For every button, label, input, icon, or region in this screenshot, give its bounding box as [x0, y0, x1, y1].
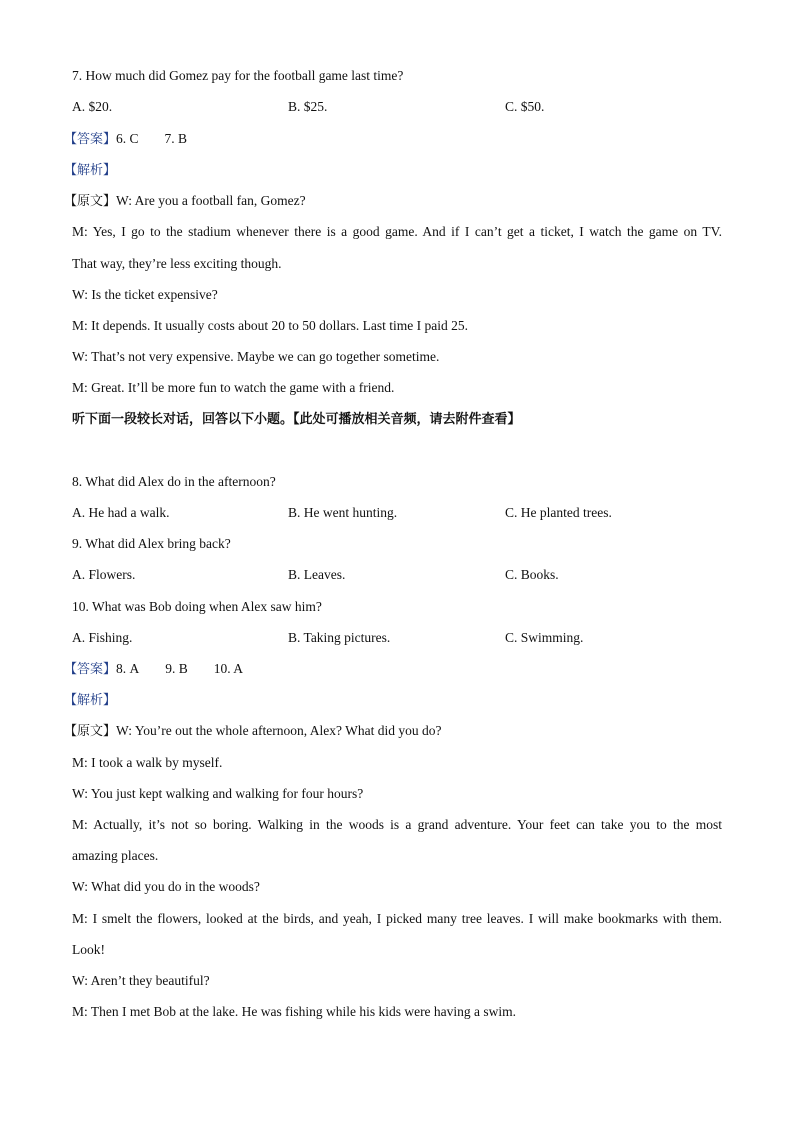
transcript-2-line: Look! — [72, 942, 105, 957]
analysis-label: 【解析】 — [64, 693, 117, 708]
q8-option-c: C. He planted trees. — [505, 505, 612, 520]
analysis-label: 【解析】 — [64, 163, 117, 178]
transcript-2-first-line — [64, 722, 441, 741]
answer-label: 【答案】 — [64, 132, 117, 147]
transcript-2-line: M: Then I met Bob at the lake. He was fishing while his kids were having a swim. — [72, 1004, 517, 1019]
question-7: 7. How much did Gomez pay for the football game last time? — [72, 68, 404, 83]
q10-option-c: C. Swimming. — [505, 630, 584, 645]
q9-option-b: B. Leaves. — [288, 567, 346, 582]
answer-item: 10. A — [213, 661, 244, 676]
q7-option-c: C. $50. — [505, 99, 545, 114]
transcript-label: 【原文】 — [64, 724, 117, 739]
question-8: 8. What did Alex do in the afternoon? — [72, 474, 276, 489]
transcript-text: W: You’re out the whole afternoon, Alex? What did you do? — [116, 723, 442, 738]
transcript-1-line: M: Yes, I go to the stadium whenever there is a good game. And if I can’t get a ticket, I watch the game on TV. — [72, 224, 722, 239]
answer-item: 7. B — [164, 131, 188, 146]
listening-instruction: 听下面一段较长对话，回答以下小题。【此处可播放相关音频，请去附件查看】 — [72, 412, 521, 427]
transcript-1-line: M: It depends. It usually costs about 20 to 50 dollars. Last time I paid 25. — [72, 318, 468, 333]
transcript-1-line: That way, they’re less exciting though. — [72, 256, 282, 271]
transcript-2-line: M: Actually, it’s not so boring. Walking in the woods is a grand adventure. Your feet can take you to the most — [72, 817, 722, 832]
transcript-2-line: amazing places. — [72, 848, 159, 863]
transcript-2-line: W: Aren’t they beautiful? — [72, 973, 210, 988]
answer-item: 8. A — [116, 661, 140, 676]
transcript-1-first-line — [64, 192, 306, 211]
transcript-label: 【原文】 — [64, 194, 117, 209]
q8-option-b: B. He went hunting. — [288, 505, 398, 520]
transcript-1-line: W: That’s not very expensive. Maybe we can go together sometime. — [72, 349, 440, 364]
analysis-block-1 — [64, 161, 116, 180]
question-10: 10. What was Bob doing when Alex saw him? — [72, 599, 322, 614]
answer-block-1 — [64, 130, 187, 149]
q9-option-a: A. Flowers. — [72, 567, 136, 582]
q8-option-a: A. He had a walk. — [72, 505, 170, 520]
q9-option-c: C. Books. — [505, 567, 559, 582]
transcript-2-line: M: I smelt the flowers, looked at the birds, and yeah, I picked many tree leaves. I will make bookmarks with them. — [72, 911, 722, 926]
transcript-1-line: W: Is the ticket expensive? — [72, 287, 218, 302]
transcript-2-line: M: I took a walk by myself. — [72, 755, 223, 770]
transcript-1-line: M: Great. It’ll be more fun to watch the game with a friend. — [72, 380, 395, 395]
analysis-block-2 — [64, 691, 116, 710]
q10-option-a: A. Fishing. — [72, 630, 133, 645]
transcript-text: W: Are you a football fan, Gomez? — [116, 193, 306, 208]
q7-option-a: A. $20. — [72, 99, 113, 114]
answer-block-2 — [64, 660, 243, 679]
transcript-2-line: W: You just kept walking and walking for four hours? — [72, 786, 364, 801]
answer-item: 6. C — [116, 131, 139, 146]
q10-option-b: B. Taking pictures. — [288, 630, 391, 645]
question-9: 9. What did Alex bring back? — [72, 536, 231, 551]
q7-option-b: B. $25. — [288, 99, 328, 114]
transcript-2-line: W: What did you do in the woods? — [72, 879, 260, 894]
answer-item: 9. B — [165, 661, 188, 676]
answer-label: 【答案】 — [64, 662, 117, 677]
